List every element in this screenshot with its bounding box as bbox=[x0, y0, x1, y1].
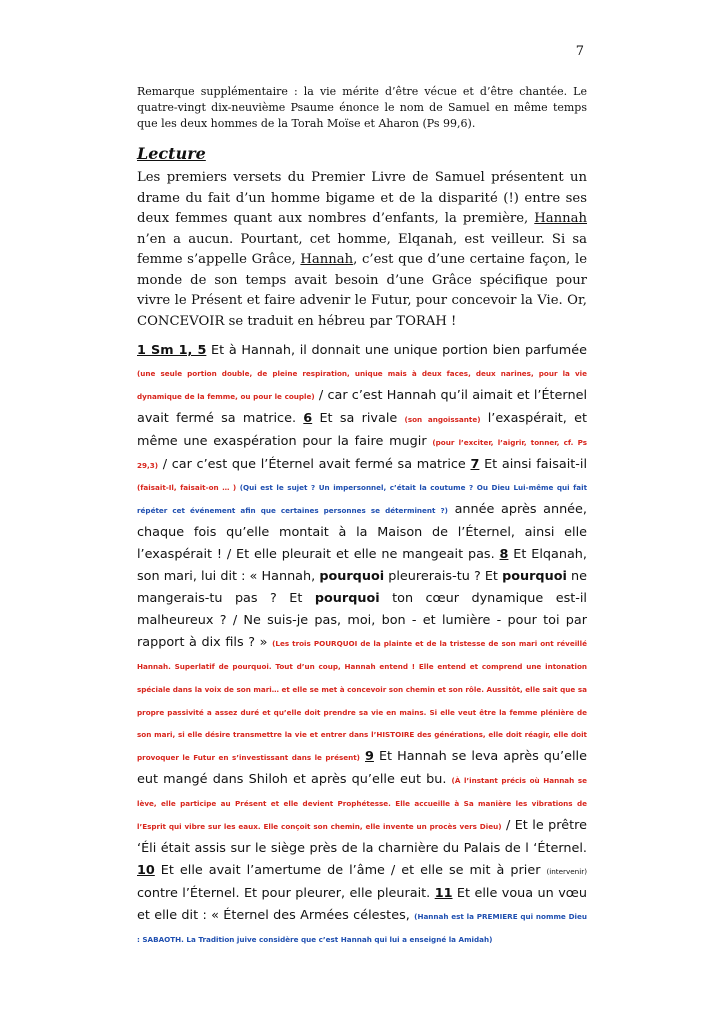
verse-ref: 7 bbox=[470, 456, 480, 472]
intro-paragraph: Les premiers versets du Premier Livre de Samuel présentent un drame du fait d’un homme bigame et de la disparité (!) entre ses deux femmes quant aux nombres d’enfants, la première, Hannah n’en a aucun. Pourtant, cet homme, Elqanah, est veilleur. Si sa femme s’appelle Grâce, Hannah, c’est que d’une certaine façon, le monde de son temps avait besoin d’une Grâce spécifique pour vivre le Présent et faire advenir le Futur, pour concevoir la Vie. Or, CONCEVOIR se traduit en hébreu par TORAH ! bbox=[137, 170, 587, 329]
note-question: (Qui est le sujet ? Un impersonnel, c’était la coutume ? Ou Dieu Lui-même qui fait répéter cet événement afin que certaines personnes se déterminent ?) bbox=[137, 483, 588, 516]
note: (faisait-Il, faisait-on … ) bbox=[137, 483, 237, 493]
commentary-body: 1 Sm 1, 5 Et à Hannah, il donnait une unique portion bien parfumée (une seule portion double, de pleine respiration, unique mais à deux faces, deux narines, pour la vie dynamique de la femme, ou pour le couple) / car c’est Hannah qu’il aimait et l’Éternel avait fermé sa matrice. 6 Et sa rivale (son angoissante) l’exaspérait, et même une exaspération pour la faire mugir (pour l’exciter, l’aigrir, tonner, cf. Ps 29,3) / car c’est que l’Éternel avait fermé sa matrice 7 Et ainsi faisait-il (faisait-Il, faisait-on … ) (Qui est le sujet ? Un impersonnel, c’était la coutume ? Ou Dieu Lui-même qui fait répéter cet événement afin que certaines personnes se déterminent ?) année après année, chaque fois qu’elle montait à la Maison de l’Éternel, ainsi elle l’exaspérait ! / Et elle pleurait et elle ne mangeait pas. 8 Et Elqanah, son mari, lui dit : « Hannah, pourquoi pleurerais-tu ? Et pourquoi ne mangerais-tu pas ? Et pourquoi ton cœur dynamique est-il malheureux ? / Ne suis-je pas, moi, bon - et lumière - pour toi par rapport à dix fils ? » (Les trois POURQUOI de la plainte et de la tristesse de son mari ont réveillé Hannah. Superlatif de pourquoi. Tout d’un coup, Hannah entend ! Elle entend et comprend une intonation spéciale dans la voix de son mari… et elle se met à concevoir son chemin et son rôle. Aussitôt, elle sait que sa propre passivité a assez duré et qu’elle doit prendre sa vie en mains. Si elle veut être la femme plénière de son mari, si elle désire transmettre la vie et entrer dans l’HISTOIRE des générations, elle doit réagir, elle doit provoquer le Futur en s’investissant dans le présent) 9 Et Hannah se leva après qu’elle eut mangé dans Shiloh et après qu’elle eut bu. (À l’instant précis où Hannah se lève, elle participe au Présent et elle devient Prophétesse. Elle accueille à Sa manière les vibrations de l’Esprit qui vibre sur les eaux. Elle conçoit son chemin, elle invente un procès vers Dieu) / Et le prêtre ‘Éli était assis sur le siège près de la charnière du Palais de l ‘Éternel. 10 Et elle avait l’amertume de l’âme / et elle se mit à prier (intervenir) contre l’Éternel. Et pour pleurer, elle pleurait. 11 Et elle voua un vœu et elle dit : « Éternel des Armées célestes, (Hannah est la PREMIERE qui nomme Dieu : SABAOTH. La Tradition juive considère que c’est Hannah qui lui a enseigné la Amidah) bbox=[137, 343, 588, 944]
verse-ref: 6 bbox=[303, 410, 313, 426]
verse-ref: 1 Sm 1, 5 bbox=[137, 343, 207, 358]
emphasis-word: pourquoi bbox=[314, 590, 380, 606]
verse-ref: 8 bbox=[499, 547, 509, 563]
note: (Les trois POURQUOI de la plainte et de la tristesse de son mari ont réveillé Hannah. Superlatif de pourquoi. Tout d’un coup, Hannah entend ! Elle entend et comprend une intonation spéciale dans la voix de son mari… et elle se met à concevoir son chemin et son rôle. Aussitôt, elle sait que sa propre passivité a assez duré et qu’elle doit prendre sa vie en mains. Si elle veut être la femme plénière de son mari, si elle désire transmettre la vie et entrer dans l’HISTOIRE des générations, elle doit réagir, elle doit provoquer le Futur en s’investissant dans le présent) bbox=[137, 638, 587, 763]
verse-ref: 10 bbox=[137, 862, 155, 878]
section-heading: Lecture bbox=[137, 144, 206, 163]
note: (À l’instant précis où Hannah se lève, elle participe au Présent et elle devient Prophétesse. Elle accueille à Sa manière les vibrations de l’Esprit qui vibre sur les eaux. Elle conçoit son chemin, elle invente un procès vers Dieu) bbox=[137, 776, 588, 832]
note: (son angoissante) bbox=[404, 414, 481, 424]
page-number: 7 bbox=[575, 44, 584, 59]
verse-ref: 11 bbox=[434, 885, 453, 901]
note-question: (Hannah est la PREMIERE qui nomme Dieu : SABAOTH. La Tradition juive considère que c’est Hannah qui lui a enseigné la Amidah) bbox=[137, 911, 587, 944]
emphasis-word: pourquoi bbox=[502, 569, 567, 585]
note: (une seule portion double, de pleine respiration, unique mais à deux faces, deux narines, pour la vie dynamique de la femme, ou pour le couple) bbox=[137, 368, 587, 401]
verse-ref: 9 bbox=[365, 749, 374, 765]
note: (pour l’exciter, l’aigrir, tonner, cf. Ps 29,3) bbox=[137, 437, 587, 470]
remark-paragraph: Remarque supplémentaire : la vie mérite d’être vécue et d’être chantée. Le quatre-vingt dix-neuvième Psaume énonce le nom de Samuel en même temps que les deux hommes de la Torah Moïse et Aharon (Ps 99,6). bbox=[137, 85, 587, 130]
emphasis-word: pourquoi bbox=[319, 569, 385, 585]
note: (intervenir) bbox=[546, 866, 587, 876]
